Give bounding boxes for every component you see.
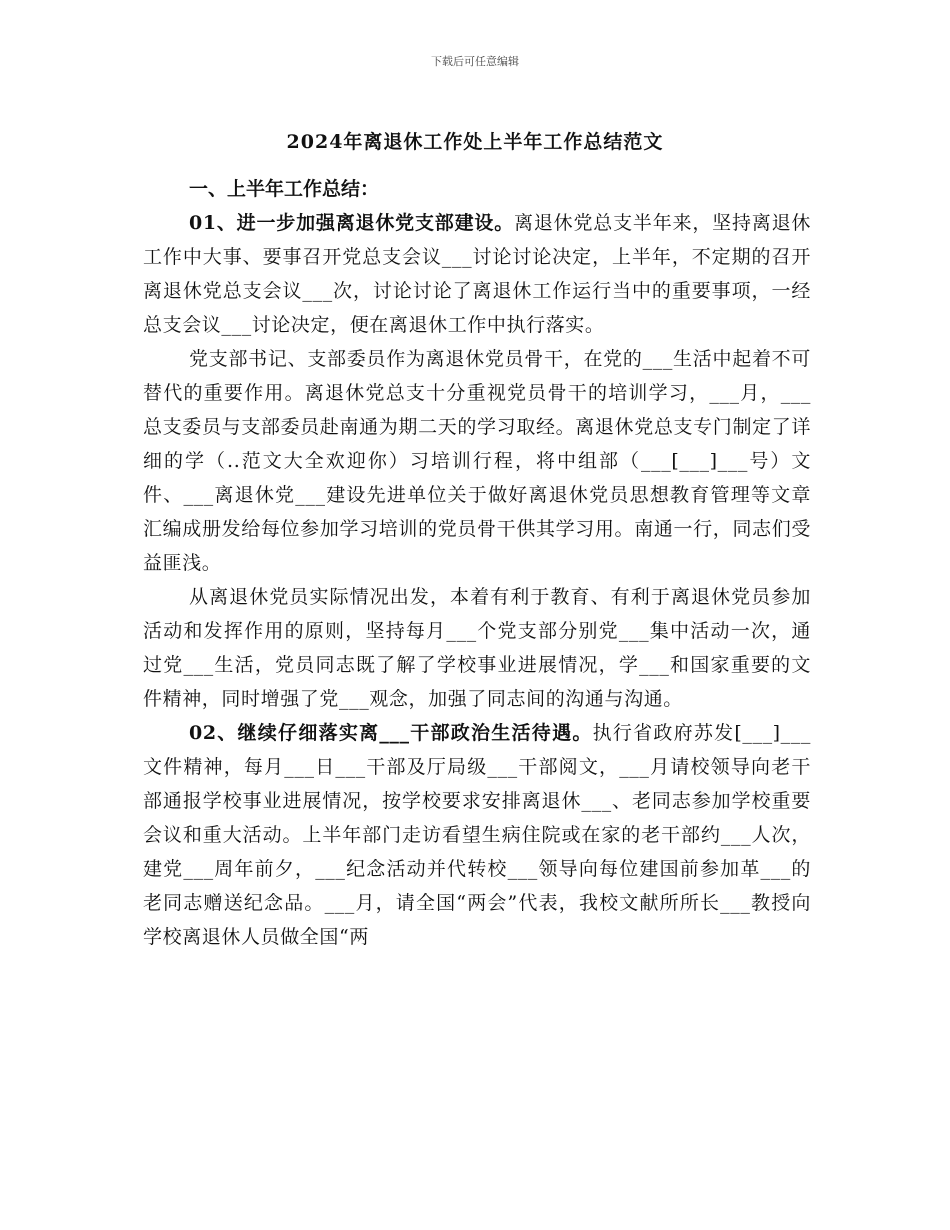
paragraph-4 xyxy=(143,716,811,954)
paragraph-3 xyxy=(143,580,811,716)
paragraph-text: 执行省政府苏发[___]___文件精神，每月___日___干部及厅局级___干部阅文，___月请校领导向老干部通报学校事业进展情况，按学校要求安排离退休___、老同志参加学校重要会议和重大活动。上半年部门走访看望生病住院或在家的老干部约___人次，建党___周年前夕，___纪念活动并代转校___领导向每位建国前参加革___的老同志赠送纪念品。___月，请全国“两会”代表，我校文献所所长___教授向学校离退休人员做全国“两 xyxy=(143,722,811,948)
paragraph-text: 离退休党总支半年来，坚持离退休工作中大事、要事召开党总支会议___讨论讨论决定，上半年，不定期的召开离退休党总支会议___次，讨论讨论了离退休工作运行当中的重要事项，一经总支会议___讨论决定，便在离退休工作中执行落实。 xyxy=(143,212,811,336)
document-title: 2024年离退休工作处上半年工作总结范文 xyxy=(286,131,664,153)
paragraph-1 xyxy=(143,206,811,342)
paragraph-lead: 01、进一步加强离退休党支部建设。 xyxy=(189,212,515,234)
section-heading: 一、上半年工作总结： xyxy=(189,178,380,200)
document-body xyxy=(143,172,811,954)
paragraph-lead: 02、继续仔细落实离___干部政治生活待遇。 xyxy=(189,722,593,744)
paragraph-2 xyxy=(143,342,811,580)
paragraph-text: 从离退休党员实际情况出发，本着有利于教育、有利于离退休党员参加活动和发挥作用的原则，坚持每月___个党支部分别党___集中活动一次，通过党___生活，党员同志既了解了学校事业进展情况，学___和国家重要的文件精神，同时增强了党___观念，加强了同志间的沟通与沟通。 xyxy=(143,586,811,710)
header-note: 下载后可任意编辑 xyxy=(431,55,519,68)
paragraph-text: 党支部书记、支部委员作为离退休党员骨干，在党的___生活中起着不可替代的重要作用。离退休党总支十分重视党员骨干的培训学习，___月，___总支委员与支部委员赴南通为期二天的学习取经。离退休党总支专门制定了详细的学（..范文大全欢迎你）习培训行程，将中组部（___[___]___号）文件、___离退休党___建设先进单位关于做好离退休党员思想教育管理等文章汇编成册发给每位参加学习培训的党员骨干供其学习用。南通一行，同志们受益匪浅。 xyxy=(143,348,811,574)
